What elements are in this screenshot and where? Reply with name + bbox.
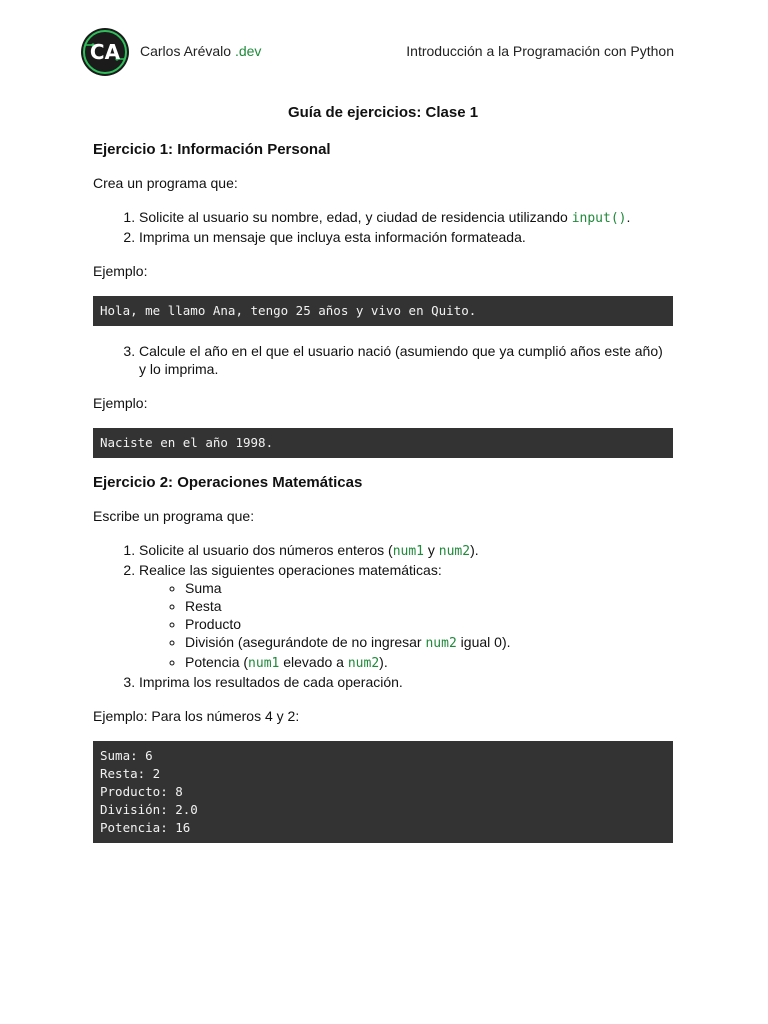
exercise-1-list-cont bbox=[93, 342, 673, 378]
ca-logo-icon bbox=[80, 27, 130, 77]
brand-name-text: Carlos Arévalo bbox=[140, 43, 232, 59]
page-header bbox=[80, 27, 674, 75]
course-title: Introducción a la Programación con Python bbox=[406, 43, 674, 59]
exercise-1-item-2: 2. Imprima un mensaje que incluya esta información formateada. bbox=[139, 228, 673, 246]
item-text: ). bbox=[379, 654, 388, 670]
inline-code: input() bbox=[571, 211, 627, 226]
inline-code: num2 bbox=[438, 544, 471, 559]
example-label: Ejemplo: bbox=[93, 395, 148, 411]
example-label: Ejemplo: Para los números 4 y 2: bbox=[93, 708, 300, 724]
item-text: Solicite al usuario dos números enteros ( bbox=[139, 542, 393, 558]
exercise-1-intro: Crea un programa que: bbox=[93, 175, 238, 191]
operation-potencia bbox=[185, 653, 673, 673]
item-text: . bbox=[626, 209, 631, 225]
item-text: igual 0). bbox=[456, 634, 511, 650]
item-text: elevado a bbox=[279, 654, 348, 670]
inline-code: num2 bbox=[347, 656, 380, 671]
item-text: y bbox=[424, 542, 439, 558]
operation-division bbox=[185, 633, 673, 653]
exercise-2-heading: Ejercicio 2: Operaciones Matemáticas bbox=[93, 474, 363, 491]
code-block-1: Hola, me llamo Ana, tengo 25 años y vivo en Quito. bbox=[93, 296, 673, 326]
operation-producto: ◦ Producto bbox=[185, 615, 673, 633]
exercise-1-item-1 bbox=[139, 208, 673, 228]
operation-resta: ◦ Resta bbox=[185, 597, 673, 615]
operation-suma: ◦ Suma bbox=[185, 579, 673, 597]
brand-suffix: .dev bbox=[234, 43, 262, 59]
document-title: Guía de ejercicios: Clase 1 bbox=[287, 104, 479, 121]
item-text: Potencia ( bbox=[185, 654, 249, 670]
exercise-1-list bbox=[93, 208, 673, 246]
exercise-2-item-2 bbox=[139, 561, 673, 673]
item-text: División (asegurándote de no ingresar bbox=[185, 634, 426, 650]
item-text: Solicite al usuario su nombre, edad, y ciudad de residencia utilizando bbox=[139, 209, 572, 225]
exercise-1-heading: Ejercicio 1: Información Personal bbox=[93, 141, 331, 158]
exercise-2-item-1 bbox=[139, 541, 673, 561]
code-line: División: 2.0 bbox=[100, 802, 198, 817]
item-text: Realice las siguientes operaciones matemáticas: bbox=[139, 562, 442, 578]
logo-text: CA bbox=[89, 40, 121, 64]
exercise-2-item-3: 3. Imprima los resultados de cada operación. bbox=[139, 673, 673, 691]
inline-code: num2 bbox=[425, 636, 457, 651]
code-line: Resta: 2 bbox=[100, 766, 161, 781]
exercise-1-item-3: 3. Calcule el año en el que el usuario nació (asumiendo que ya cumplió años este año) y lo imprima. bbox=[139, 342, 673, 378]
item-text: ). bbox=[470, 542, 479, 558]
document-content bbox=[93, 104, 673, 859]
brand-name bbox=[140, 43, 261, 59]
inline-code: num1 bbox=[248, 656, 280, 671]
code-line: Suma: 6 bbox=[100, 748, 153, 763]
code-line: Producto: 8 bbox=[100, 784, 183, 799]
operations-list bbox=[139, 579, 673, 673]
inline-code: num1 bbox=[392, 544, 424, 559]
example-label: Ejemplo: bbox=[93, 263, 148, 279]
code-block-2: Naciste en el año 1998. bbox=[93, 428, 673, 458]
code-line: Potencia: 16 bbox=[100, 820, 191, 835]
exercise-2-list bbox=[93, 541, 673, 691]
exercise-2-intro: Escribe un programa que: bbox=[93, 508, 255, 524]
code-block-3 bbox=[93, 741, 673, 843]
